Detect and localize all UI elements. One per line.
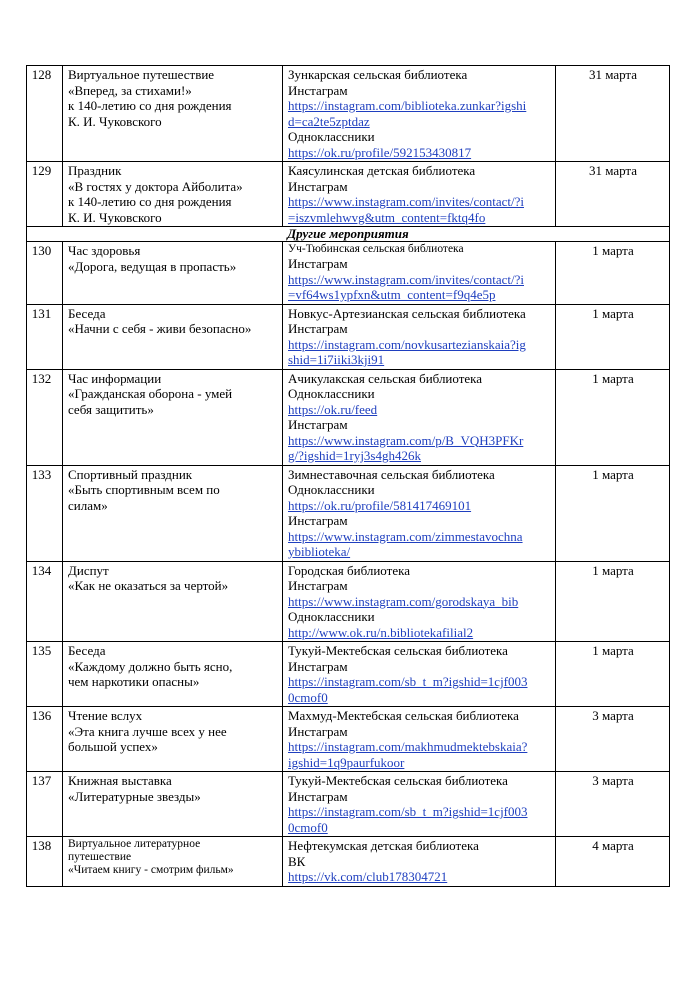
row-number: 133 (27, 465, 63, 561)
event-title-line: Книжная выставка (68, 773, 172, 788)
row-number: 130 (27, 242, 63, 305)
place-link[interactable]: https://instagram.com/novkusartezianskaia?ig (288, 336, 526, 352)
table-row (27, 707, 670, 772)
place-text: Инстаграм (288, 321, 348, 336)
place-text: Одноклассники (288, 129, 375, 144)
place-link[interactable]: https://www.instagram.com/invites/contact/?i (288, 271, 524, 287)
event-title-line: Диспут (68, 562, 109, 578)
place-text: Инстаграм (288, 578, 348, 593)
place-link[interactable]: https://vk.com/club178304721 (288, 869, 448, 884)
event-place (283, 772, 556, 837)
row-number: 137 (27, 772, 63, 837)
section-row (27, 227, 670, 242)
event-title-line: себя защитить» (68, 401, 154, 417)
place-link[interactable]: =vf64ws1ypfxn&utm_content=f9q4e5p (288, 287, 496, 302)
event-title-line: Беседа (68, 305, 106, 321)
place-link[interactable]: d=ca2te5zptdaz (288, 113, 370, 129)
event-title (63, 369, 283, 465)
event-title-line: Виртуальное литературное (68, 838, 201, 850)
table-row (27, 304, 670, 369)
place-link[interactable]: https://www.instagram.com/p/B_VQH3PFKr (288, 432, 524, 448)
event-title-line: силам» (68, 497, 108, 513)
event-title (63, 242, 283, 305)
event-title-line: К. И. Чуковского (68, 209, 162, 225)
row-number: 132 (27, 369, 63, 465)
event-title (63, 837, 283, 887)
place-text: Одноклассники (288, 482, 375, 497)
event-place (283, 304, 556, 369)
place-text: Ачикулакская сельская библиотека (288, 370, 483, 386)
row-number: 136 (27, 707, 63, 772)
place-text: Инстаграм (288, 723, 348, 739)
event-place (283, 465, 556, 561)
event-title-line: «Эта книга лучше всех у нее (68, 723, 227, 739)
event-date: 3 марта (556, 707, 670, 772)
event-title (63, 465, 283, 561)
event-date: 1 марта (556, 304, 670, 369)
place-link[interactable]: shid=1i7iiki3kji91 (288, 352, 385, 367)
event-title (63, 642, 283, 707)
event-date: 3 марта (556, 772, 670, 837)
event-title-line: Виртуальное путешествие (68, 67, 215, 82)
place-text: Одноклассники (288, 386, 375, 401)
place-link[interactable]: igshid=1q9paurfukoor (288, 754, 405, 770)
place-text: Тукуй-Мектебская сельская библиотека (288, 643, 508, 658)
event-title-line: «Быть спортивным всем по (68, 482, 220, 497)
event-title-line: Спортивный праздник (68, 466, 193, 482)
event-place (283, 561, 556, 642)
section-title: Другие мероприятия (27, 227, 670, 242)
event-title-line: Чтение вслух (68, 708, 143, 723)
place-link[interactable]: 0cmof0 (288, 819, 328, 835)
place-text: Уч-Тюбинская сельская библиотека (288, 243, 464, 255)
place-link[interactable]: https://ok.ru/feed (288, 401, 378, 417)
place-text: Зункарская сельская библиотека (288, 67, 468, 82)
event-title-line: к 140-летию со дня рождения (68, 194, 232, 209)
event-title (63, 162, 283, 227)
place-text: Новкус-Артезианская сельская библиотека (288, 305, 526, 321)
event-title (63, 707, 283, 772)
place-text: Инстаграм (288, 256, 348, 271)
event-title-line: к 140-летию со дня рождения (68, 98, 232, 113)
place-link[interactable]: https://www.instagram.com/invites/contact/?i (288, 194, 524, 209)
place-link[interactable]: https://instagram.com/biblioteka.zunkar?igshi (288, 98, 527, 113)
row-number: 131 (27, 304, 63, 369)
row-number: 138 (27, 837, 63, 887)
event-place (283, 242, 556, 305)
table-row (27, 561, 670, 642)
event-date: 1 марта (556, 242, 670, 305)
event-title (63, 304, 283, 369)
place-link[interactable]: https://ok.ru/profile/592153430817 (288, 144, 472, 160)
event-title-line: Час информации (68, 370, 162, 386)
events-table (26, 65, 670, 887)
place-link[interactable]: https://instagram.com/sb_t_m?igshid=1cjf003 (288, 804, 528, 819)
event-date: 31 марта (556, 162, 670, 227)
place-text: ВК (288, 853, 306, 869)
place-link[interactable]: 0cmof0 (288, 689, 328, 705)
event-date: 1 марта (556, 369, 670, 465)
event-title-line: «Литературные звезды» (68, 788, 201, 804)
place-text: Инстаграм (288, 178, 348, 194)
event-title-line: Час здоровья (68, 243, 141, 258)
place-link[interactable]: https://www.instagram.com/gorodskaya_bib (288, 593, 519, 609)
place-link[interactable]: https://instagram.com/sb_t_m?igshid=1cjf003 (288, 674, 528, 689)
place-text: Инстаграм (288, 513, 348, 528)
event-title-line: «Каждому должно быть ясно, (68, 658, 233, 674)
row-number: 129 (27, 162, 63, 227)
place-text: Зимнеставочная сельская библиотека (288, 466, 495, 482)
event-date: 31 марта (556, 66, 670, 162)
event-place (283, 162, 556, 227)
place-link[interactable]: https://ok.ru/profile/581417469101 (288, 497, 472, 513)
event-title-line: Праздник (68, 163, 122, 178)
row-number: 134 (27, 561, 63, 642)
table-row (27, 162, 670, 227)
event-title-line: К. И. Чуковского (68, 113, 162, 129)
place-text: Нефтекумская детская библиотека (288, 838, 479, 853)
row-number: 128 (27, 66, 63, 162)
place-text: Инстаграм (288, 788, 348, 804)
place-link[interactable]: g/?igshid=1ryj3s4gh426k (288, 448, 421, 463)
place-link[interactable]: http://www.ok.ru/n.bibliotekafilial2 (288, 624, 474, 640)
event-date: 1 марта (556, 465, 670, 561)
place-text: Махмуд-Мектебская сельская библиотека (288, 708, 519, 723)
event-title-line: «Дорога, ведущая в пропасть» (68, 258, 237, 274)
event-title-line: «Начни с себя - живи безопасно» (68, 321, 252, 336)
event-place (283, 369, 556, 465)
place-link[interactable]: https://instagram.com/makhmudmektebskaia? (288, 739, 528, 754)
event-title-line: «В гостях у доктора Айболита» (68, 178, 243, 194)
event-title (63, 561, 283, 642)
event-title-line: большой успех» (68, 739, 158, 754)
event-title-line: Беседа (68, 643, 106, 658)
event-title-line: «Как не оказаться за чертой» (68, 578, 229, 593)
event-date: 4 марта (556, 837, 670, 887)
table-row (27, 837, 670, 887)
event-title (63, 772, 283, 837)
event-title (63, 66, 283, 162)
event-title-line: «Вперед, за стихами!» (68, 82, 192, 98)
event-date: 1 марта (556, 642, 670, 707)
table-row (27, 66, 670, 162)
place-link[interactable]: =iszvmlehwvg&utm_content=fktq4fo (288, 209, 486, 225)
place-text: Инстаграм (288, 417, 348, 432)
table-row (27, 369, 670, 465)
event-title-line: чем наркотики опасны» (68, 674, 200, 689)
event-title-line: «Читаем книгу - смотрим фильм» (68, 864, 234, 876)
table-row (27, 642, 670, 707)
place-text: Инстаграм (288, 82, 348, 98)
event-place (283, 707, 556, 772)
row-number: 135 (27, 642, 63, 707)
event-title-line: «Гражданская оборона - умей (68, 386, 233, 401)
place-text: Каясулинская детская библиотека (288, 163, 476, 178)
event-title-line: путешествие (68, 851, 132, 863)
place-text: Тукуй-Мектебская сельская библиотека (288, 773, 508, 788)
event-date: 1 марта (556, 561, 670, 642)
table-row (27, 465, 670, 561)
table-row (27, 242, 670, 305)
event-place (283, 837, 556, 887)
place-text: Инстаграм (288, 658, 348, 674)
table-row (27, 772, 670, 837)
place-text: Городская библиотека (288, 562, 410, 578)
place-link[interactable]: https://www.instagram.com/zimmestavochna (288, 528, 523, 544)
place-text: Одноклассники (288, 609, 375, 624)
event-place (283, 642, 556, 707)
event-place (283, 66, 556, 162)
place-link[interactable]: ybiblioteka/ (288, 544, 351, 559)
